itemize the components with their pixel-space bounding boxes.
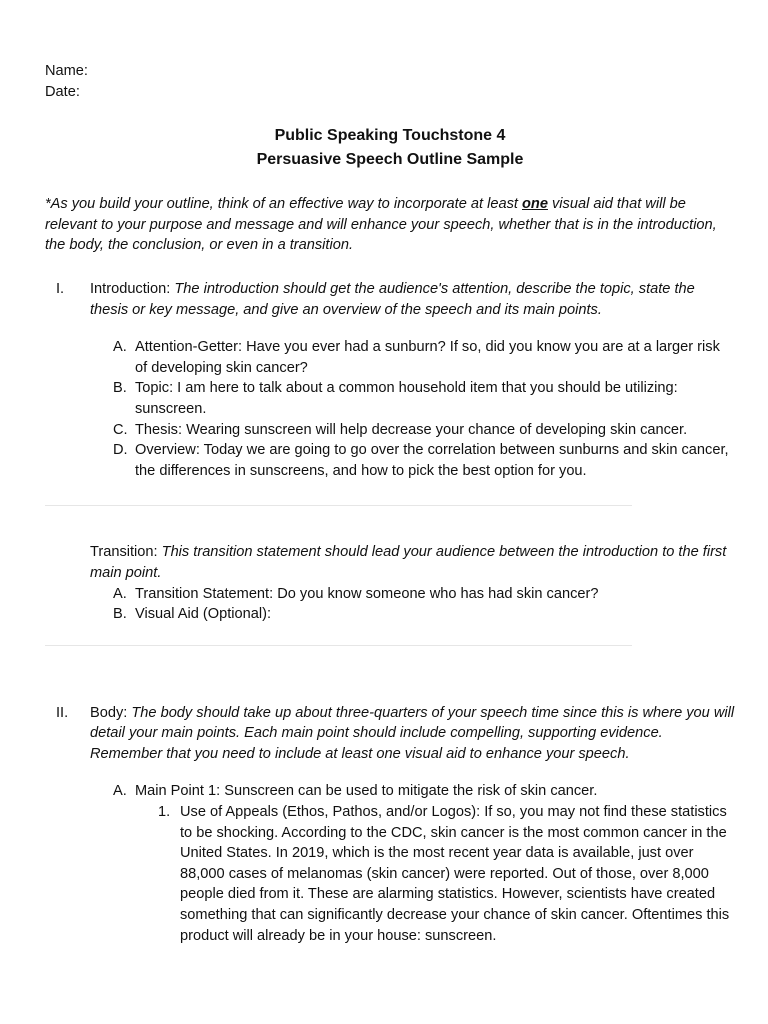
date-label: Date: <box>45 83 80 100</box>
list-item <box>45 337 735 378</box>
section-numeral: II. <box>56 704 69 721</box>
list-item <box>45 378 735 419</box>
item-letter: A. <box>113 783 127 800</box>
list-item <box>45 781 735 802</box>
item-text: Topic: I am here to talk about a common household item that you should be utilizing: sunscreen. <box>135 380 678 417</box>
item-text: Use of Appeals (Ethos, Pathos, and/or Logos): If so, you may not find these statistics to be shocking. According to the CDC, skin cancer is the most common cancer in the United States. In 2019, which is the most recent year data is available, just over 88,000 cases of melanomas (skin cancer) were reported. Out of those, over 8,000 people died from it. These are alarming statistics. However, scientists have created something that can significantly decrease your chance of skin cancer. Oftentimes this product will already be in your house: sunscreen. <box>180 804 730 944</box>
item-letter: B. <box>113 606 127 623</box>
header-fields <box>45 61 735 102</box>
item-letter: B. <box>113 380 127 397</box>
title-line-2: Persuasive Speech Outline Sample <box>256 151 524 169</box>
item-text: Overview: Today we are going to go over the correlation between sunburns and skin cancer, the differences in sunscreens, and how to pick the best option for you. <box>135 442 729 479</box>
note-emphasis: one <box>522 196 548 213</box>
name-label: Name: <box>45 63 88 79</box>
note-text-before: *As you build your outline, think of an effective way to incorporate at least <box>45 196 522 213</box>
section-transition <box>45 542 735 583</box>
section-label: Body: <box>90 704 132 721</box>
divider-rule <box>45 505 632 506</box>
section-instruction: The introduction should get the audience's attention, describe the topic, state the thesis or key message, and give an overview of the speech and its main points. <box>90 280 695 318</box>
list-item <box>45 440 735 481</box>
note-text-after: visual aid that will be relevant to your purpose and message and will enhance your speech, whether that is in the introduction, the body, the conclusion, or even in a transition. <box>45 196 717 254</box>
item-letter: D. <box>113 442 128 459</box>
document-page <box>45 61 735 946</box>
transition-list <box>45 584 735 625</box>
introduction-list <box>45 337 735 481</box>
visual-aid-note <box>45 194 735 256</box>
item-digit: 1. <box>158 804 171 821</box>
section-label: Introduction: <box>90 280 175 297</box>
item-text: Transition Statement: Do you know someone who has had skin cancer? <box>135 585 599 602</box>
section-body <box>45 703 735 765</box>
section-instruction: The body should take up about three-quarters of your speech time since this is where you will detail your main points. Each main point should include compelling, supporting evidence. Remember that you need to include at least one visual aid to enhance your speech. <box>90 704 735 762</box>
section-label: Transition: <box>90 544 162 561</box>
title-line-1: Public Speaking Touchstone 4 <box>274 127 506 145</box>
divider-rule <box>45 645 632 646</box>
list-item <box>45 604 735 625</box>
section-numeral: I. <box>56 280 65 297</box>
item-text: Main Point 1: Sunscreen can be used to mitigate the risk of skin cancer. <box>135 783 598 800</box>
sub-list-item <box>45 802 735 946</box>
section-instruction: This transition statement should lead your audience between the introduction to the first main point. <box>90 544 727 581</box>
item-text: Thesis: Wearing sunscreen will help decrease your chance of developing skin cancer. <box>135 421 688 438</box>
body-list <box>45 781 735 802</box>
document-title <box>45 124 735 172</box>
section-introduction <box>45 279 735 320</box>
item-text: Attention-Getter: Have you ever had a sunburn? If so, did you know you are at a larger risk of developing skin cancer? <box>135 339 720 376</box>
item-letter: C. <box>113 421 128 438</box>
item-letter: A. <box>113 339 127 356</box>
list-item <box>45 420 735 441</box>
item-text: Visual Aid (Optional): <box>135 606 272 623</box>
list-item <box>45 584 735 605</box>
item-letter: A. <box>113 585 127 602</box>
